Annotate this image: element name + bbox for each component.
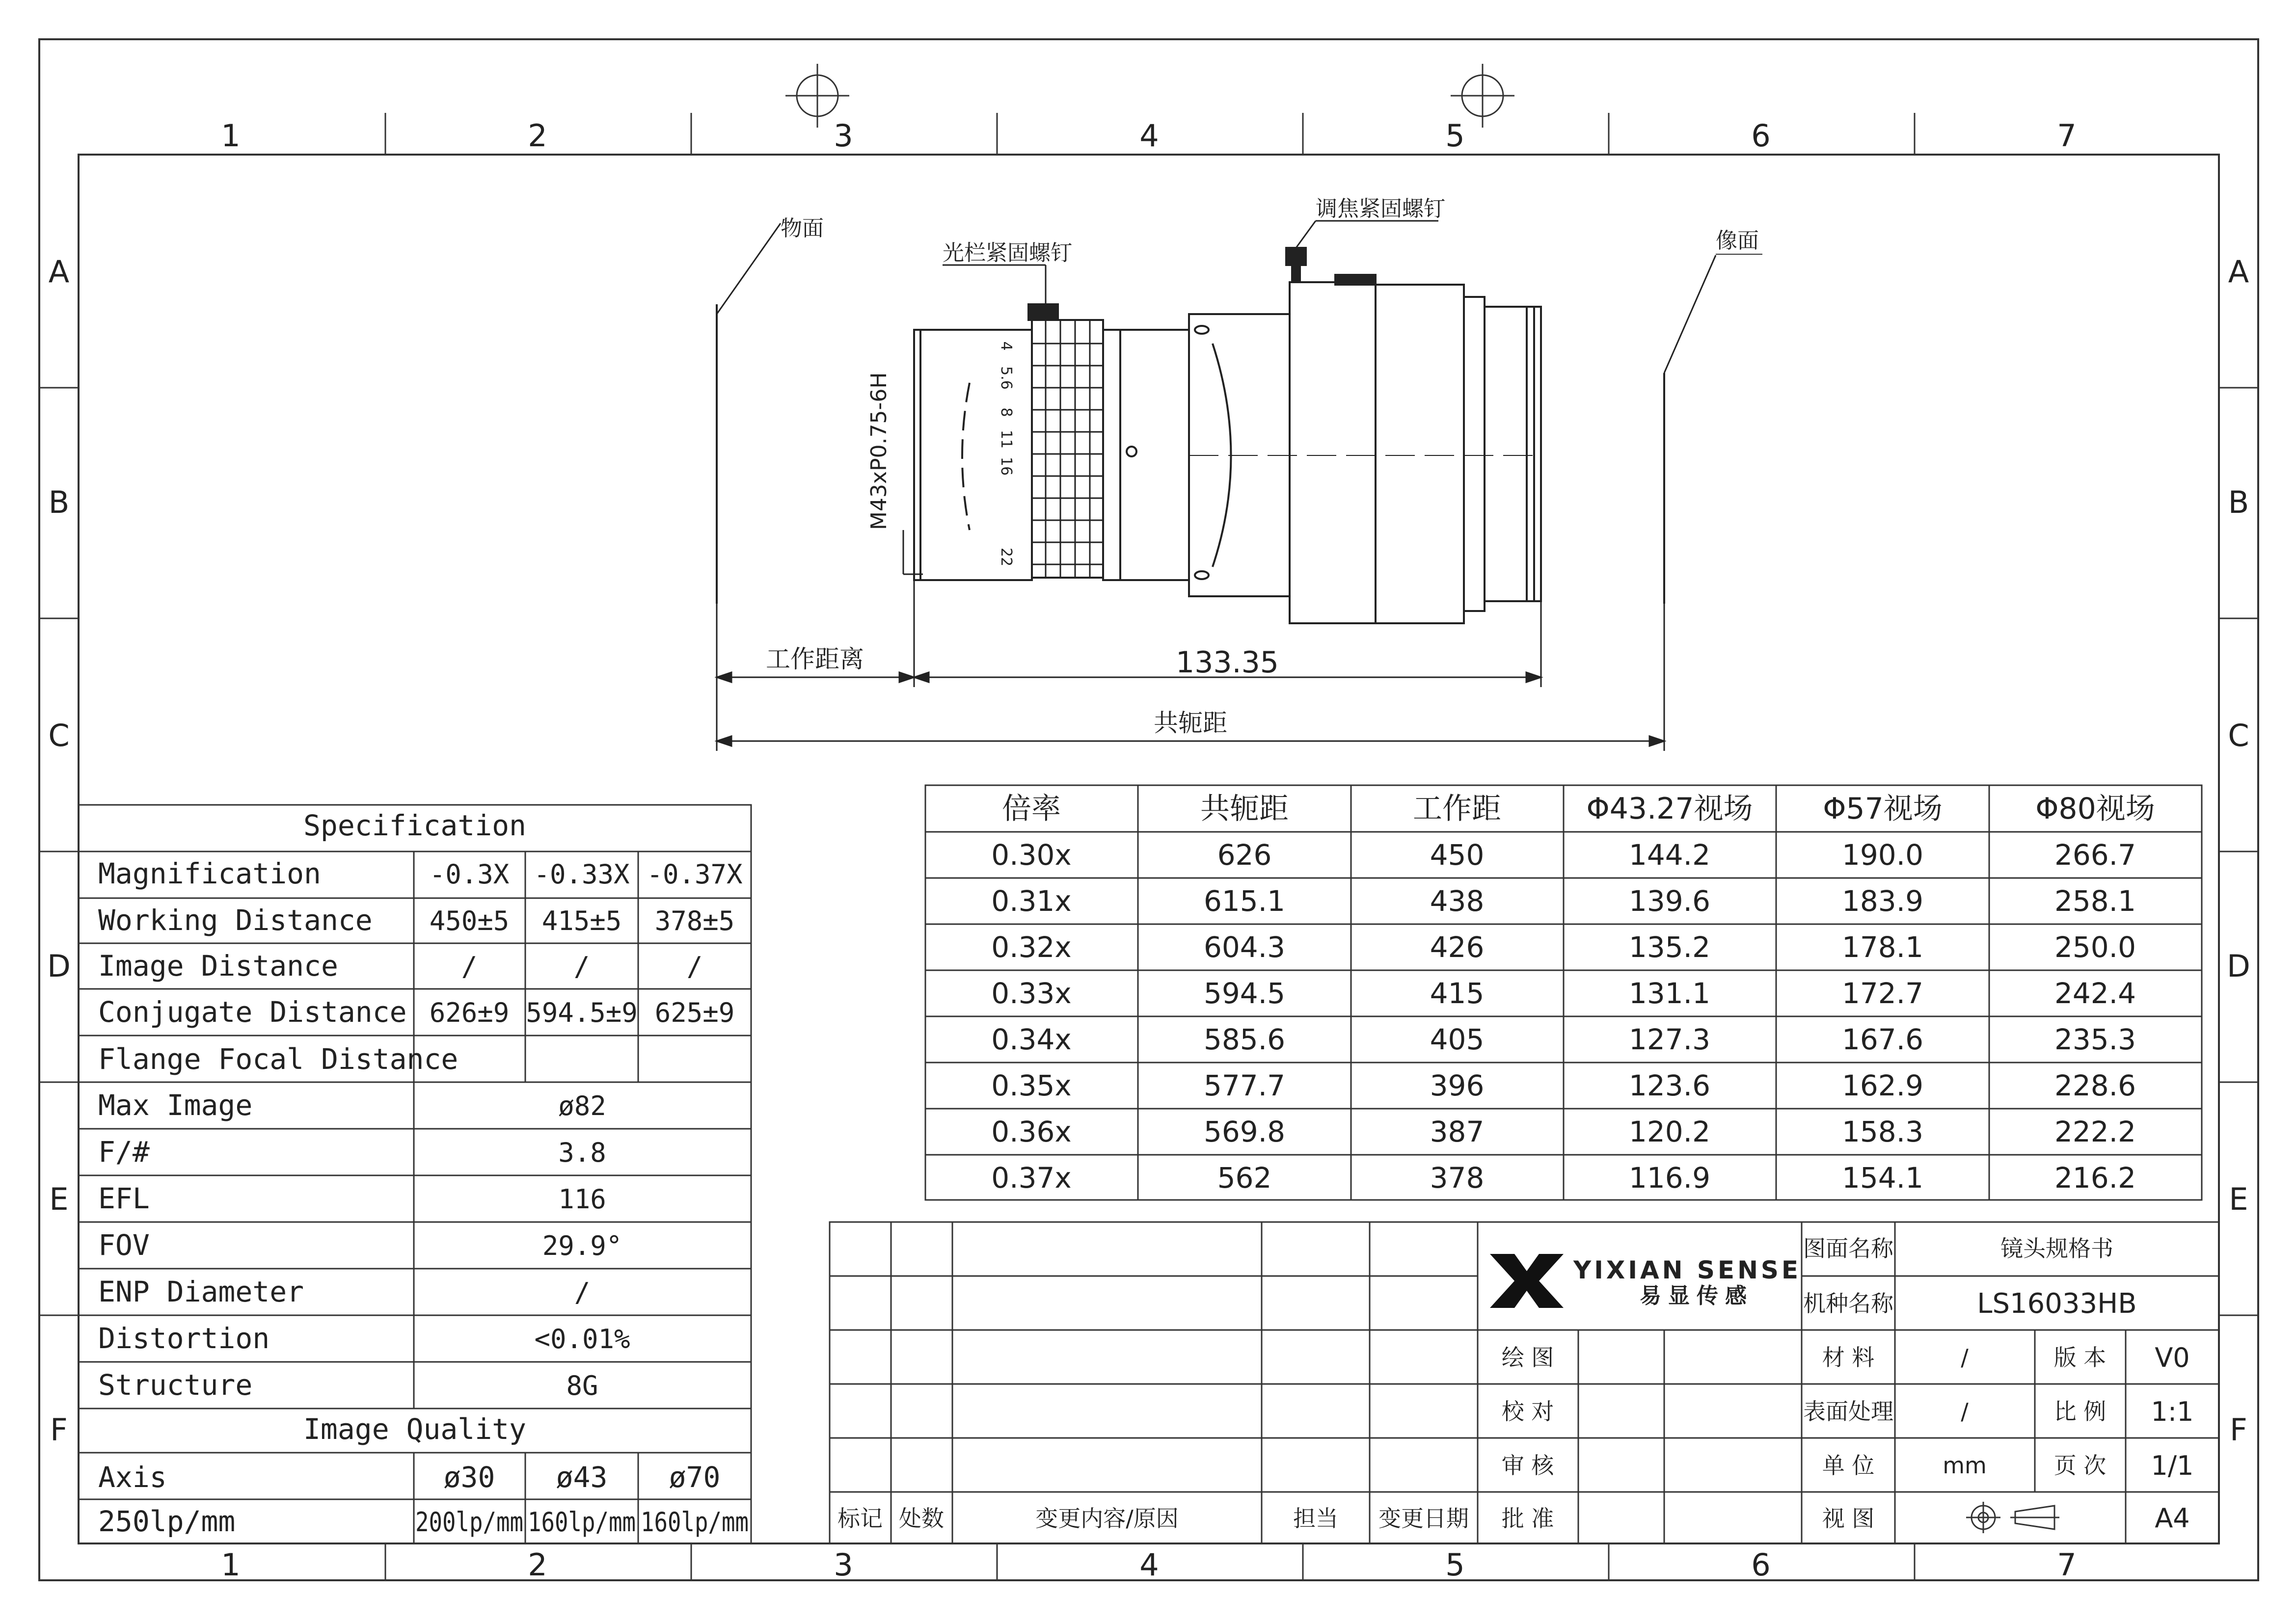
spec-value: 415±5 <box>541 905 622 936</box>
scale-label: 比 例 <box>2053 1398 2107 1425</box>
ratio-cell: 0.32x <box>991 931 1072 964</box>
ratio-cell: 139.6 <box>1628 884 1711 918</box>
spec-value: ø82 <box>558 1090 606 1121</box>
model-label: 机种名称 <box>1803 1290 1893 1317</box>
aperture-mark-3: 8 <box>998 407 1015 417</box>
projection-symbol-icon <box>1966 1502 2059 1533</box>
ratio-cell: 569.8 <box>1203 1115 1286 1148</box>
spec-label: ENP Diameter <box>98 1275 304 1308</box>
spec-value: 378±5 <box>654 905 735 936</box>
working-distance-label: 工作距离 <box>766 645 864 673</box>
ratio-cell: 250.0 <box>2054 931 2136 964</box>
zone-row-A-left: A <box>48 254 70 290</box>
rev-header-count: 处数 <box>899 1505 944 1532</box>
zone-row-C-right: C <box>2228 718 2249 753</box>
view-label: 视 图 <box>1822 1505 1875 1532</box>
zone-ticks <box>39 113 2258 1580</box>
spec-value: / <box>573 951 590 982</box>
aperture-mark-5: 16 <box>998 456 1015 476</box>
ratio-header-4: Φ43.27视场 <box>1586 792 1753 826</box>
zone-col-7-bottom: 7 <box>2057 1547 2077 1583</box>
spec-value: 594.5±9 <box>526 997 638 1028</box>
lp-label: 250lp/mm <box>98 1505 236 1538</box>
zone-row-B-left: B <box>48 484 70 520</box>
object-plane-label: 物面 <box>781 216 824 241</box>
surface-label: 表面处理 <box>1803 1398 1893 1425</box>
ratio-cell: 615.1 <box>1203 884 1286 918</box>
model-value: LS16033HB <box>1977 1288 2137 1320</box>
ratio-cell: 396 <box>1430 1069 1485 1102</box>
ratio-cell: 135.2 <box>1628 931 1711 964</box>
spec-title: Specification <box>303 809 526 842</box>
zone-col-2-bottom: 2 <box>528 1547 547 1583</box>
ratio-header-5: Φ57视场 <box>1823 792 1943 826</box>
spec-label: Flange Focal Distance <box>98 1042 459 1076</box>
rev-header-owner: 担当 <box>1293 1505 1338 1532</box>
ratio-cell: 415 <box>1430 977 1485 1010</box>
ratio-cell: 450 <box>1430 838 1485 872</box>
scale-value: 1:1 <box>2151 1396 2194 1427</box>
unit-value: mm <box>1943 1452 1987 1479</box>
spec-label: Max Image <box>98 1089 253 1122</box>
ratio-cell: 626 <box>1217 838 1272 872</box>
logo-mark-icon <box>1490 1254 1564 1308</box>
aperture-mark-1: 4 <box>998 341 1015 351</box>
ratio-cell: 0.31x <box>991 884 1072 918</box>
spec-label: Structure <box>98 1368 253 1402</box>
image-quality-title: Image Quality <box>303 1412 526 1446</box>
ratio-cell: 604.3 <box>1203 931 1286 964</box>
spec-table <box>79 805 751 1543</box>
zone-col-2-top: 2 <box>528 118 547 154</box>
spec-value: / <box>574 1277 591 1308</box>
spec-label: Image Distance <box>98 949 338 983</box>
material-value: / <box>1961 1344 1969 1371</box>
aperture-mark-6: 22 <box>998 547 1015 567</box>
spec-value: -0.37X <box>647 859 743 890</box>
conjugate-label: 共轭距 <box>1154 709 1227 737</box>
aperture-screw-label: 光栏紧固螺钉 <box>943 240 1072 266</box>
title-block <box>830 1222 2219 1543</box>
company-name-cn: 易显传感 <box>1640 1283 1754 1308</box>
company-logo <box>1490 1254 1801 1308</box>
ratio-cell: 144.2 <box>1628 838 1711 872</box>
focus-screw-label: 调焦紧固螺钉 <box>1316 196 1445 221</box>
ratio-table-cells <box>991 792 2155 1195</box>
zone-row-E-left: E <box>49 1181 69 1217</box>
drawing-name-label: 图面名称 <box>1803 1235 1893 1262</box>
ratio-table-grid <box>925 785 2202 1200</box>
ratio-cell: 242.4 <box>2054 977 2136 1010</box>
dimension-texts <box>766 645 1279 737</box>
spec-value: / <box>686 951 703 982</box>
zone-row-D-left: D <box>47 948 71 984</box>
zone-col-1-bottom: 1 <box>221 1547 241 1583</box>
lp-value-2: 160lp/mm <box>528 1507 636 1538</box>
version-label: 版 本 <box>2053 1344 2107 1371</box>
aperture-mark-2: 5.6 <box>998 366 1015 390</box>
zone-row-B-right: B <box>2228 484 2249 520</box>
ratio-cell: 577.7 <box>1203 1069 1286 1102</box>
ratio-cell: 258.1 <box>2054 884 2136 918</box>
spec-label: Magnification <box>98 857 321 890</box>
spec-value: 3.8 <box>558 1137 606 1168</box>
role-reviewed: 审 核 <box>1501 1452 1554 1479</box>
ratio-cell: 266.7 <box>2054 838 2136 872</box>
ratio-cell: 378 <box>1430 1161 1485 1195</box>
spec-label: F/# <box>98 1135 150 1169</box>
ratio-cell: 0.35x <box>991 1069 1072 1102</box>
ratio-cell: 387 <box>1430 1115 1485 1148</box>
ratio-cell: 585.6 <box>1203 1023 1286 1056</box>
zone-col-5-top: 5 <box>1445 118 1465 154</box>
ratio-cell: 190.0 <box>1841 838 1924 872</box>
ratio-cell: 222.2 <box>2054 1115 2136 1148</box>
spec-value: 29.9° <box>542 1230 622 1261</box>
ratio-cell: 162.9 <box>1841 1069 1924 1102</box>
ratio-header-1: 倍率 <box>1002 792 1061 826</box>
spec-value: 625±9 <box>654 997 735 1028</box>
spec-value: 8G <box>566 1370 598 1401</box>
axis-value-2: ø43 <box>556 1461 608 1494</box>
axis-value-3: ø70 <box>669 1461 721 1494</box>
ratio-header-3: 工作距 <box>1413 792 1501 826</box>
lp-value-1: 200lp/mm <box>415 1507 523 1538</box>
zone-row-F-right: F <box>2230 1412 2247 1448</box>
ratio-cell: 594.5 <box>1203 977 1286 1010</box>
zone-row-D-right: D <box>2227 948 2250 984</box>
ratio-cell: 183.9 <box>1841 884 1924 918</box>
ratio-cell: 216.2 <box>2054 1161 2136 1195</box>
spec-value: 450±5 <box>429 905 510 936</box>
zone-col-3-top: 3 <box>834 118 853 154</box>
material-label: 材 料 <box>1822 1344 1875 1371</box>
page-value: 1/1 <box>2151 1450 2194 1481</box>
ratio-cell: 0.34x <box>991 1023 1072 1056</box>
ratio-cell: 405 <box>1430 1023 1485 1056</box>
spec-value: <0.01% <box>534 1324 630 1355</box>
thread-label: M43xP0.75-6H <box>866 372 891 530</box>
zone-row-A-right: A <box>2228 254 2249 290</box>
image-plane-label: 像面 <box>1716 228 1759 253</box>
rev-header-content: 变更内容/原因 <box>1035 1505 1179 1532</box>
surface-value: / <box>1961 1398 1969 1425</box>
zone-row-F-left: F <box>50 1412 68 1448</box>
spec-value: -0.33X <box>534 859 630 890</box>
version-value: V0 <box>2155 1342 2190 1373</box>
ratio-cell: 0.30x <box>991 838 1072 872</box>
role-checked: 校 对 <box>1501 1398 1554 1425</box>
role-drawn: 绘 图 <box>1501 1344 1554 1371</box>
length-dimension: 133.35 <box>1176 645 1279 680</box>
ratio-table <box>925 785 2202 1200</box>
zone-col-7-top: 7 <box>2057 118 2077 154</box>
ratio-cell: 120.2 <box>1628 1115 1711 1148</box>
ratio-header-2: 共轭距 <box>1200 792 1289 826</box>
axis-label: Axis <box>98 1461 167 1494</box>
ratio-cell: 131.1 <box>1628 977 1711 1010</box>
zone-col-5-bottom: 5 <box>1445 1547 1465 1583</box>
rev-header-date: 变更日期 <box>1378 1505 1469 1532</box>
drawing-name-value: 镜头规格书 <box>2000 1235 2113 1262</box>
ratio-cell: 116.9 <box>1628 1161 1711 1195</box>
spec-label: Distortion <box>98 1322 270 1355</box>
ratio-cell: 178.1 <box>1841 931 1924 964</box>
zone-col-3-bottom: 3 <box>834 1547 853 1583</box>
spec-label: FOV <box>98 1228 150 1262</box>
zone-col-4-bottom: 4 <box>1139 1547 1159 1583</box>
spec-value: 626±9 <box>429 997 510 1028</box>
ratio-cell: 167.6 <box>1841 1023 1924 1056</box>
zone-col-1-top: 1 <box>221 118 241 154</box>
ratio-cell: 438 <box>1430 884 1485 918</box>
spec-value: -0.3X <box>429 859 510 890</box>
ratio-cell: 123.6 <box>1628 1069 1711 1102</box>
aperture-scale <box>998 341 1015 566</box>
spec-label: EFL <box>98 1182 150 1215</box>
spec-label: Working Distance <box>98 904 373 937</box>
ratio-cell: 426 <box>1430 931 1485 964</box>
rev-header-mark: 标记 <box>837 1505 883 1532</box>
ratio-cell: 235.3 <box>2054 1023 2136 1056</box>
role-approved: 批 准 <box>1501 1505 1554 1532</box>
spec-value: / <box>461 951 478 982</box>
spec-label: Conjugate Distance <box>98 995 407 1029</box>
axis-value-1: ø30 <box>443 1461 495 1494</box>
ratio-cell: 127.3 <box>1628 1023 1711 1056</box>
zone-row-C-left: C <box>48 718 70 753</box>
ratio-cell: 0.33x <box>991 977 1072 1010</box>
ratio-cell: 0.37x <box>991 1161 1072 1195</box>
drawing-annotations <box>781 196 1759 530</box>
zone-col-4-top: 4 <box>1139 118 1159 154</box>
ratio-cell: 228.6 <box>2054 1069 2136 1102</box>
ratio-cell: 154.1 <box>1841 1161 1924 1195</box>
ratio-cell: 158.3 <box>1841 1115 1924 1148</box>
ratio-header-6: Φ80视场 <box>2035 792 2155 826</box>
paper-size: A4 <box>2155 1503 2190 1534</box>
ratio-cell: 562 <box>1217 1161 1272 1195</box>
ratio-cell: 172.7 <box>1841 977 1924 1010</box>
zone-col-6-bottom: 6 <box>1751 1547 1771 1583</box>
lp-value-3: 160lp/mm <box>641 1507 749 1538</box>
page-label: 页 次 <box>2053 1452 2107 1479</box>
aperture-mark-4: 11 <box>998 429 1015 449</box>
zone-row-E-right: E <box>2229 1181 2248 1217</box>
ratio-cell: 0.36x <box>991 1115 1072 1148</box>
company-name-en: YIXIAN SENSE <box>1573 1256 1802 1284</box>
spec-value: 116 <box>558 1184 606 1215</box>
zone-col-6-top: 6 <box>1751 118 1771 154</box>
unit-label: 单 位 <box>1822 1452 1875 1479</box>
